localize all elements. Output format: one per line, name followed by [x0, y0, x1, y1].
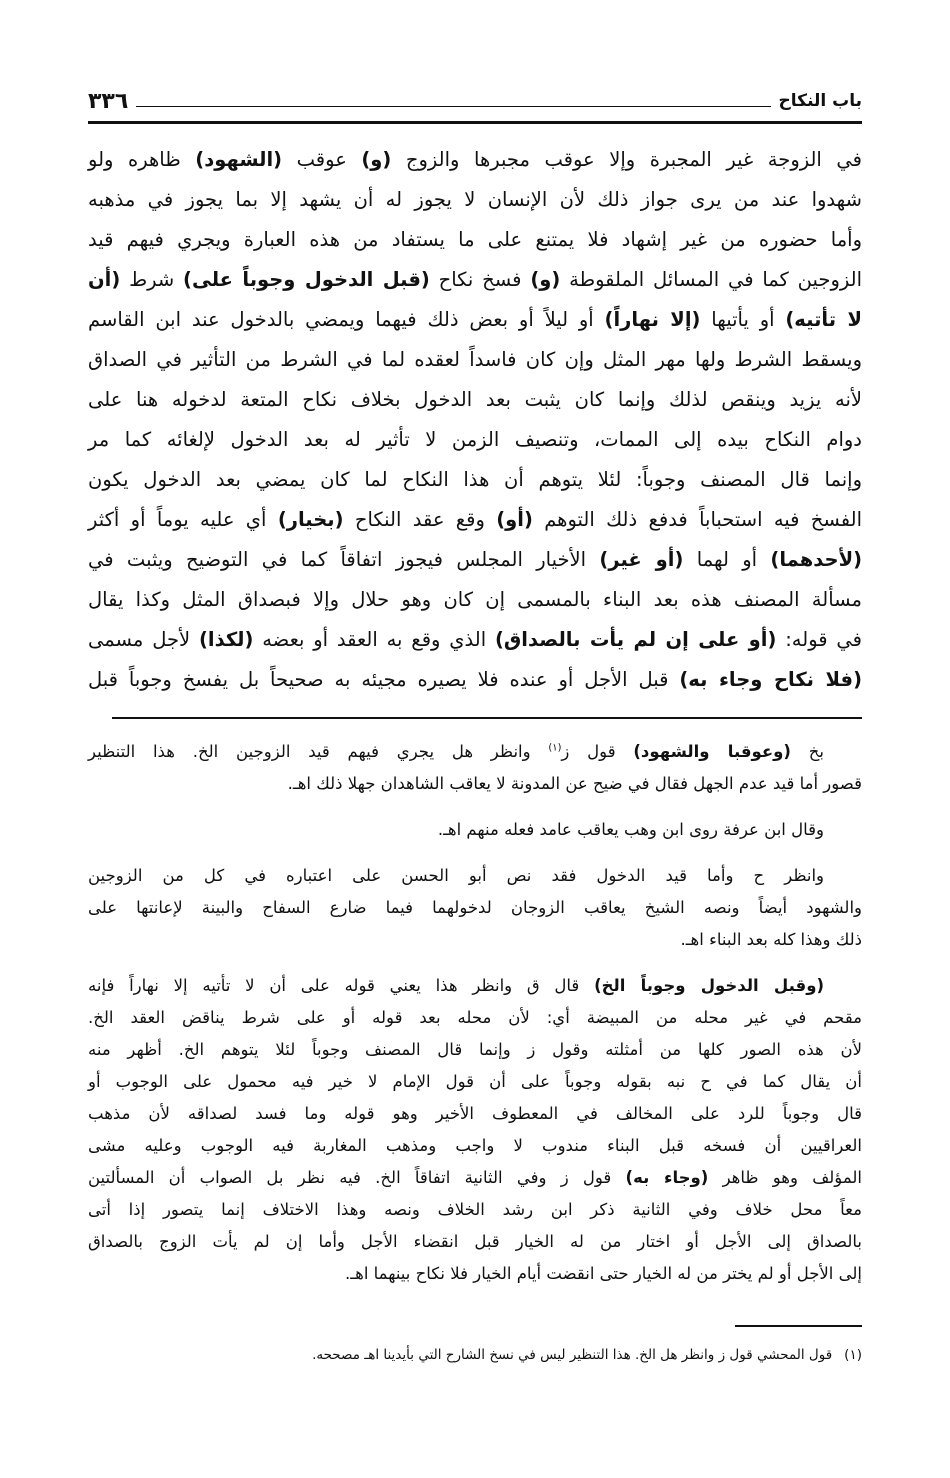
commentary-text	[88, 736, 862, 1304]
text-line	[88, 460, 862, 500]
header-rule	[88, 121, 862, 124]
footnote-text: قول المحشي قول ز وانظر هل الخ. هذا التنظير ليس في نسخ الشارح التي بأيدينا اهـ مصححه.	[312, 1347, 833, 1363]
bold-quote: (لأحدهما)	[770, 548, 862, 571]
bold-quote: (و)	[361, 148, 392, 171]
text-line	[88, 860, 862, 892]
bold-quote: (وقبل الدخول وجوباً الخ)	[594, 976, 824, 995]
commentary-paragraph	[88, 814, 862, 846]
text-segment: لأجل مسمى	[88, 628, 199, 651]
text-segment: قبل الأجل أو عنده فلا يصيره مجيئه به صحيحاً بل يفسخ وجوباً قبل	[88, 668, 680, 691]
commentary-paragraph	[88, 860, 862, 956]
chapter-title: باب النكاح	[778, 91, 862, 111]
text-segment: وإنما قال المصنف وجوباً: لئلا يتوهم أن هذا النكاح لما كان يمضي بعد الدخول يكون	[88, 468, 862, 491]
text-line	[88, 220, 862, 260]
text-segment: بخ	[790, 742, 825, 761]
commentary-separator	[112, 717, 862, 719]
text-segment: قال ق وانظر هذا يعني قوله على أن لا تأتيه إلا نهاراً فإنه	[88, 976, 595, 995]
text-segment: الفسخ فيه استحباباً فدفع ذلك التوهم	[532, 508, 863, 531]
text-segment: أو ليلاً أو بعض ذلك فيهما ويمضي بالدخول عند ابن القاسم	[88, 308, 605, 331]
main-text	[88, 140, 862, 700]
bold-quote: (أو)	[496, 508, 533, 531]
text-segment: فسخ نكاح	[429, 268, 531, 291]
text-line	[88, 1034, 862, 1066]
text-segment: قول ز وفي الثانية اتفاقاً الخ. فيه نظر بل الصواب أن المسألتين	[88, 1168, 626, 1187]
page-number: ٣٣٦	[88, 88, 129, 114]
text-segment: قصور أما قيد عدم الجهل فقال في ضيح عن المدونة لا يعاقب الشاهدان جهلا ذلك اهـ.	[287, 774, 862, 793]
text-segment: أو لهما	[683, 548, 771, 571]
text-segment: شرط	[120, 268, 184, 291]
text-segment: لأن هذه الصور كلها من أمثلته وقول ز وإنما قال المصنف وجوباً لئلا يتوهم الخ. أظهر منه	[88, 1040, 862, 1059]
text-segment: المؤلف وهو ظاهر	[708, 1168, 862, 1187]
text-segment: والشهود أيضاً ونصه الشيخ يعاقب الزوجان لدخولهما فيما ضارع السفاح والبينة لإعانتها على	[88, 898, 862, 917]
text-line	[88, 1130, 862, 1162]
footnote	[88, 1343, 862, 1367]
text-segment: الأخيار المجلس فيجوز اتفاقاً كما في التوضيح ويثبت في	[88, 548, 600, 571]
text-line	[88, 1066, 862, 1098]
footnote-separator	[735, 1325, 862, 1327]
text-segment: لأنه يزيد وينقص لذلك وإنما كان يثبت بعد الدخول بخلاف نكاح المتعة لدخوله هنا على	[88, 388, 862, 411]
text-line	[88, 1098, 862, 1130]
text-segment: معاً محل خلاف وفي الثانية ذكر ابن رشد الخلاف ونصه وهذا الاختلاف إنما يتصور إذا أتى	[88, 1200, 862, 1219]
bold-quote: (أن	[88, 268, 121, 291]
text-segment: الزوجين كما في المسائل الملقوطة	[560, 268, 862, 291]
text-segment: دوام النكاح بيده إلى الممات، وتنصيف الزمن لا تأثير له بعد الدخول لإلغائه كما مر	[88, 428, 862, 451]
bold-quote: (بخيار)	[277, 508, 344, 531]
bold-quote: (وعوقبا والشهود)	[633, 742, 791, 761]
text-segment: إلى الأجل أو لم يختر من له الخيار حتى انقضت أيام الخيار فلا نكاح بينهما اهـ.	[345, 1264, 862, 1283]
header-thin-rule	[136, 106, 770, 107]
text-segment: في قوله:	[776, 628, 862, 651]
text-line	[88, 1002, 862, 1034]
text-line	[88, 500, 862, 540]
text-line	[88, 814, 862, 846]
text-segment: قال وجوباً للرد على المخالف في المعطوف الأخير وهو قوله وما فسد لصداقه لأن مذهب	[88, 1104, 862, 1123]
text-line	[88, 420, 862, 460]
text-segment: قول ز	[561, 742, 634, 761]
text-line	[88, 540, 862, 580]
text-segment: العراقيين أن فسخه قبل البناء مندوب لا واجب ومذهب المغاربة فيه الوجوب وعليه مشى	[88, 1136, 862, 1155]
bold-quote: لا تأتيه)	[785, 308, 862, 331]
text-segment: وقع عقد النكاح	[343, 508, 497, 531]
text-line	[88, 970, 862, 1002]
text-line	[88, 892, 862, 924]
text-line	[88, 580, 862, 620]
text-segment: في الزوجة غير المجبرة وإلا عوقب مجبرها والزوج	[391, 148, 862, 171]
text-segment: وأما حضوره من غير إشهاد فلا يمتنع على ما يستفاد من هذه العبارة ويجري فيهم قيد	[88, 228, 862, 251]
bold-quote: (أو غير)	[599, 548, 684, 571]
text-line	[88, 620, 862, 660]
text-line	[88, 340, 862, 380]
text-line	[88, 300, 862, 340]
bold-quote: (و)	[530, 268, 561, 291]
text-line	[88, 260, 862, 300]
text-segment: أي عليه يوماً أو أكثر	[88, 508, 278, 531]
bold-quote: (الشهود)	[195, 148, 283, 171]
text-segment: مقحم في غير محله من المبيضة أي: لأن محله بعد قوله أو على شرط يناقض العقد الخ.	[88, 1008, 862, 1027]
text-line	[88, 924, 862, 956]
text-segment: مسألة المصنف هذه بعد البناء بالمسمى إن كان وهو حلال وإلا فبصداق المثل وكذا يقال	[88, 588, 862, 611]
text-segment: عوقب	[282, 148, 362, 171]
bold-quote: (قبل الدخول وجوباً على)	[183, 268, 430, 291]
commentary-paragraph	[88, 736, 862, 800]
running-header	[88, 84, 862, 118]
text-segment: وانظر ح وأما قيد الدخول فقد نص أبو الحسن على اعتباره في كل من الزوجين	[88, 866, 824, 885]
text-line	[88, 1162, 862, 1194]
text-segment: الذي وقع به العقد أو بعضه	[253, 628, 495, 651]
bold-quote: (فلا نكاح وجاء به)	[679, 668, 862, 691]
text-line	[88, 1194, 862, 1226]
text-segment: ظاهره ولو	[88, 148, 196, 171]
text-line	[88, 380, 862, 420]
text-line	[88, 140, 862, 180]
text-segment: ذلك وهذا كله بعد البناء اهـ.	[680, 930, 862, 949]
footnote-marker: (١)	[844, 1347, 862, 1363]
text-line	[88, 1258, 862, 1290]
text-line	[88, 736, 862, 768]
text-segment: وقال ابن عرفة روى ابن وهب يعاقب عامد فعله منهم اهـ.	[437, 820, 824, 839]
bold-quote: (إلا نهاراً)	[604, 308, 701, 331]
bold-quote: (أو على إن لم يأت بالصداق)	[494, 628, 777, 651]
text-line	[88, 180, 862, 220]
text-line	[88, 660, 862, 700]
bold-quote: (وجاء به)	[625, 1168, 709, 1187]
text-segment: أو يأتيها	[700, 308, 786, 331]
text-segment: وانظر هل يجري فيهم قيد الزوجين الخ. هذا التنظير	[88, 742, 549, 761]
text-line	[88, 1226, 862, 1258]
text-line	[88, 768, 862, 800]
commentary-paragraph	[88, 970, 862, 1290]
bold-quote: (لكذا)	[198, 628, 254, 651]
footnote-ref: (١)	[548, 742, 562, 754]
text-segment: أن يقال كما في ح نبه بقوله وجوباً على أن قول الإمام لا خير فيه محمول على الوجوب أو	[88, 1072, 862, 1091]
text-segment: بالصداق إلى الأجل أو اختار من له الخيار قبل انقضاء الأجل وأما إن لم يأت الزوج بالصداق	[88, 1232, 862, 1251]
text-segment: ويسقط الشرط ولها مهر المثل وإن كان فاسداً لعقده لما في الشرط من التأثير في الصداق	[88, 348, 862, 371]
text-segment: شهدوا عند من يرى جواز ذلك لأن الإنسان لا يجوز له أن يشهد إلا بما يجوز في مذهبه	[88, 188, 862, 211]
